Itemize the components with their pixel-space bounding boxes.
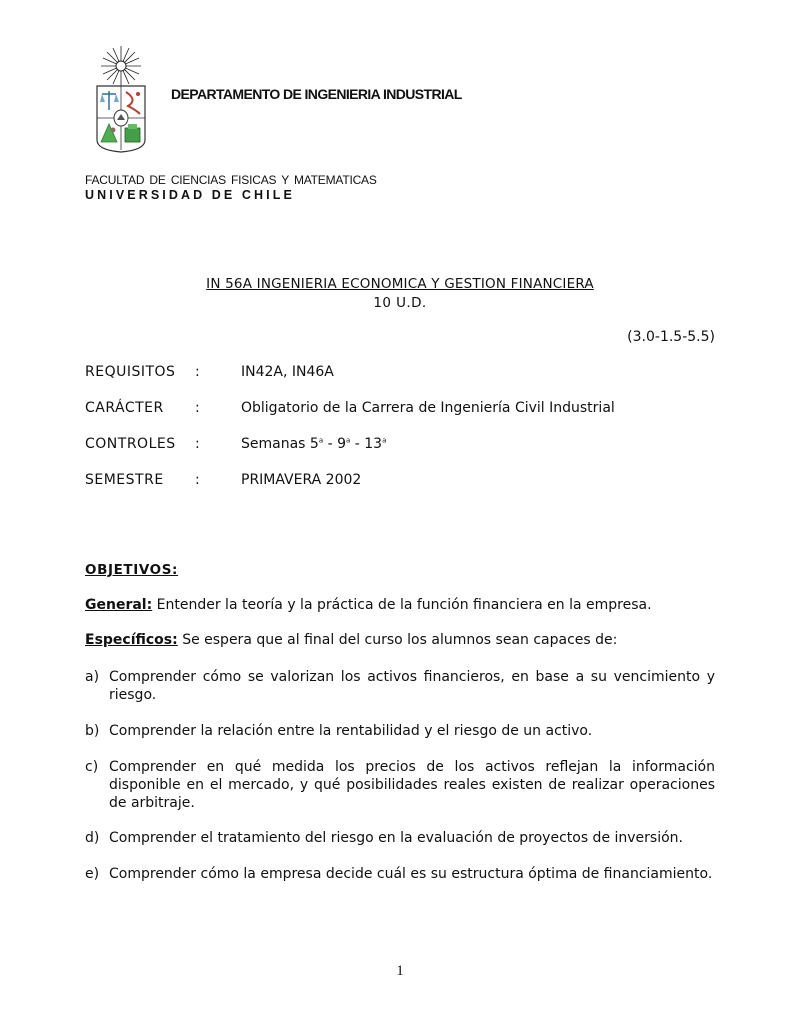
info-value: PRIMAVERA 2002 [241,472,362,488]
item-marker: a) [85,669,100,685]
item-text: Comprender cómo la empresa decide cuál es su estructura óptima de financiamiento. [109,866,713,882]
specific-label: Específicos: [85,632,178,648]
general-objective [85,597,652,613]
item-text: Comprender cómo se valorizan los activos financieros, en base a su vencimiento y riesgo. [109,669,715,703]
controles-week-1: Semanas 5 [241,436,319,452]
controles-week-2: 9 [337,436,346,452]
info-value [241,436,386,452]
objective-item [85,722,715,740]
info-separator: : [195,436,200,452]
controles-dash: - [350,436,365,452]
objective-item [85,758,715,812]
general-label: General: [85,597,153,613]
faculty-name: FACULTAD DE CIENCIAS FISICAS Y MATEMATICAS [85,173,377,187]
item-text: Comprender el tratamiento del riesgo en la evaluación de proyectos de inversión. [109,830,683,846]
page-number: 1 [396,963,404,979]
course-hours: (3.0-1.5-5.5) [627,329,715,345]
info-label: REQUISITOS [85,364,176,380]
objective-item [85,668,715,704]
ordinal-sup: a [318,436,324,445]
objectives-heading: OBJETIVOS: [85,562,179,578]
item-text: Comprender la relación entre la rentabilidad y el riesgo de un activo. [109,723,593,739]
info-value: IN42A, IN46A [241,364,334,380]
controles-week-3: 13 [364,436,383,452]
item-marker: e) [85,866,100,882]
course-title: IN 56A INGENIERIA ECONOMICA Y GESTION FINANCIERA [206,276,594,292]
university-crest-logo [92,44,150,154]
controles-dash: - [323,436,338,452]
course-units: 10 U.D. [373,295,427,311]
objective-item [85,865,715,883]
info-separator: : [195,400,200,416]
ordinal-sup: a [382,436,387,445]
item-marker: b) [85,723,100,739]
item-text: Comprender en qué medida los precios de los activos reflejan la información disponible en el mercado, y qué posibilidades reales existen de realizar operaciones de arbitraje. [109,759,715,811]
objective-item [85,829,715,847]
info-separator: : [195,364,200,380]
info-label: SEMESTRE [85,472,164,488]
info-separator: : [195,472,200,488]
ordinal-sup: a [346,436,351,445]
specific-text: Se espera que al final del curso los alumnos sean capaces de: [177,632,618,648]
specific-objectives-intro [85,632,617,648]
general-text: Entender la teoría y la práctica de la función financiera en la empresa. [152,597,652,613]
info-label: CARÁCTER [85,400,164,416]
item-marker: d) [85,830,100,846]
item-marker: c) [85,759,99,775]
info-value: Obligatorio de la Carrera de Ingeniería Civil Industrial [241,400,615,416]
info-label: CONTROLES [85,436,176,452]
department-name: DEPARTAMENTO DE INGENIERIA INDUSTRIAL [171,86,462,102]
university-name: UNIVERSIDAD DE CHILE [85,188,295,202]
